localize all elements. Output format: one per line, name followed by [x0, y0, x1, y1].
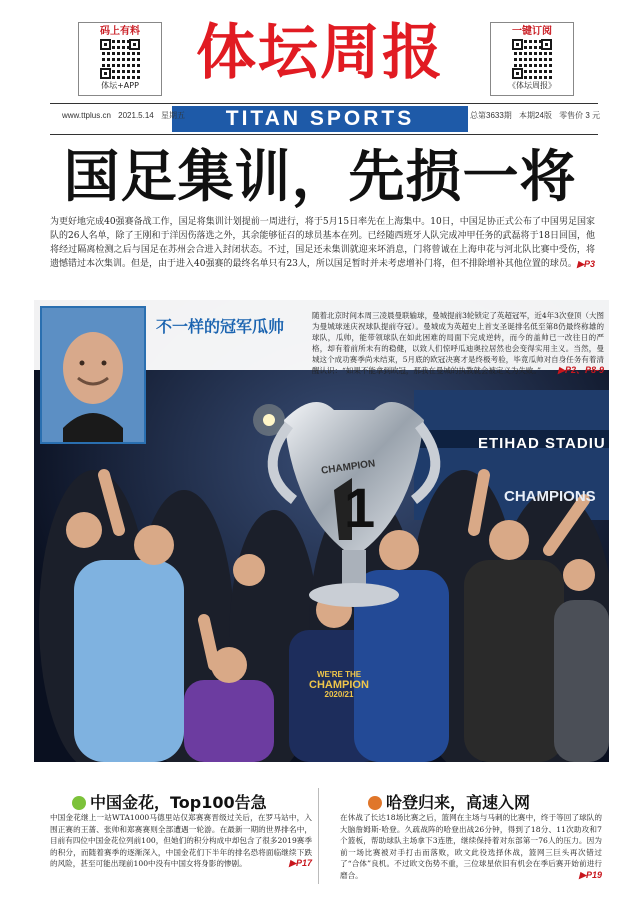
issue-price: 零售价 3 元: [559, 111, 601, 120]
english-title: TITAN SPORTS: [172, 106, 468, 132]
website-link[interactable]: www.ttplus.cn: [62, 111, 111, 120]
story-text: 在休战了长达18场比赛之后，篮网在主场与马刺的比赛中，终于等回了球队的大脑詹姆斯·哈登。久疏战阵的哈登出战26分钟，得到了18分、11次助攻和7个篮板，帮助球队主场拿下3连胜，继续保持着对东部第一76人的压力。因为前一场比赛被对手打击而落败，欧文此役选择休战，篮网三巨头再次错过了“合体”良机。不过欧文伤势不重，三位球星依旧有机会在季后赛开始前进行磨合。: [340, 813, 602, 880]
tennis-ball-icon: [72, 796, 86, 810]
masthead-meta-left: [62, 110, 190, 121]
qr-caption: 《体坛周报》: [508, 81, 556, 90]
story-page-ref[interactable]: ▶P17: [289, 858, 312, 868]
lead-paragraph: [50, 215, 595, 271]
masthead-rule: [50, 103, 598, 104]
story-divider: [318, 788, 319, 884]
story-body-tennis: [50, 812, 312, 870]
main-headline[interactable]: 国足集训，先损一将: [63, 145, 577, 210]
issue-weekday: 星期五: [160, 111, 185, 120]
newspaper-logo: 体坛周报: [196, 18, 444, 88]
qr-code-icon: [100, 39, 140, 79]
feature-title[interactable]: 不一样的冠军瓜帅: [156, 317, 285, 336]
trophy-number: 1: [344, 476, 376, 539]
feature-page-ref[interactable]: ▶P2、P8-9: [558, 365, 604, 375]
champions-banner: CHAMPIONS: [504, 488, 596, 505]
qr-caption: 体坛+APP: [101, 81, 139, 90]
feature-text: [312, 310, 604, 376]
masthead-rule-bottom: [50, 134, 598, 135]
issue-pages: 本期24版: [519, 111, 552, 120]
shirt-line: 2020/21: [324, 690, 354, 699]
lead-page-ref[interactable]: ▶P3: [577, 259, 595, 269]
basketball-icon: [368, 796, 382, 810]
qr-title: 码上有料: [100, 26, 140, 37]
shirt-line: WE'RE THE: [316, 670, 362, 679]
issue-date: 2021.5.14: [118, 111, 154, 120]
issue-total: 总第3633期: [470, 111, 512, 120]
stadium-sign: ETIHAD STADIU: [478, 435, 606, 452]
shirt-text: [299, 670, 379, 700]
feature-body: 随着北京时间本周三凌晨曼联输球，曼城提前3轮锁定了英超冠军，近4年3次登顶（大图为曼城球迷庆祝球队提前夺冠）。曼城成为英超史上首支圣诞排名低至第8仍最终称雄的球队，瓜帅，能带领球队在如此困难的局面下完成逆转，而今的盖帅已一改往日的严格，却有着前所未有的稳健，以致人们惊呼瓜迪奥拉居然也会变得实用主义。当然，曼城这个成功赛季尚未结束，5月底的欧冠决赛才是终极考验，毕竟瓜帅对自身任务有着清醒认识：“如果不能拿到欧冠，那我在曼城的执教就会被定义为失败。”: [312, 311, 604, 375]
story-title-basketball[interactable]: [368, 790, 530, 813]
qr-box-subscribe[interactable]: [490, 22, 574, 96]
trophy-label: CHAMPION: [320, 458, 376, 477]
story-text: 中国金花继上一站WTA1000马德里站仅郑赛赛晋级过关后，在罗马站中，入围正赛的王蔷、张帅和郑赛赛则全部遭遇一轮游。在最新一期的世界排名中，目前有四位中国金花位列前100，但她们的积分构成中却包含了很多2019赛季的积分，而随着赛季的逐渐深入，中国金花们下半年的排名恐将面临继续下跌的风险，甚至可能出现前100中没有中国女将身影的惨剧。: [50, 813, 312, 868]
qr-title: 一键订阅: [512, 26, 552, 37]
qr-code-icon: [512, 39, 552, 79]
masthead-meta-right: [470, 110, 605, 121]
story-title-text: 中国金花，Top100告急: [90, 793, 267, 812]
shirt-line: CHAMPION: [309, 679, 369, 691]
story-body-basketball: [340, 812, 602, 881]
story-title-tennis[interactable]: [72, 790, 267, 813]
story-title-text: 哈登归来，高速入网: [386, 793, 531, 812]
guardiola-portrait: [40, 306, 146, 444]
portrait-illustration: [42, 308, 144, 442]
lead-text: 为更好地完成40强赛备战工作，国足将集训计划提前一周进行，将于5月15日率先在上海集中。10日，中国足协正式公布了中国男足国家队的26人名单，除了王刚和于洋因伤落选之外，其余能够征召的球员基本在列。已经随西班牙人队完成冲甲任务的武磊将于18日回国，他将经过隔离检测之后与国足在苏州会合进入封闭状态。不过，国足还未集训就迎来坏消息，门将曾诚在上海申花与河北队比赛中受伤，将遗憾错过本次集训。但是，由于进入40强赛的最终名单只有23人，所以国足暂时并未考虑增补门将，但不排除增补其他位置的球员。: [50, 217, 595, 269]
qr-box-app[interactable]: [78, 22, 162, 96]
story-page-ref[interactable]: ▶P19: [579, 869, 602, 880]
